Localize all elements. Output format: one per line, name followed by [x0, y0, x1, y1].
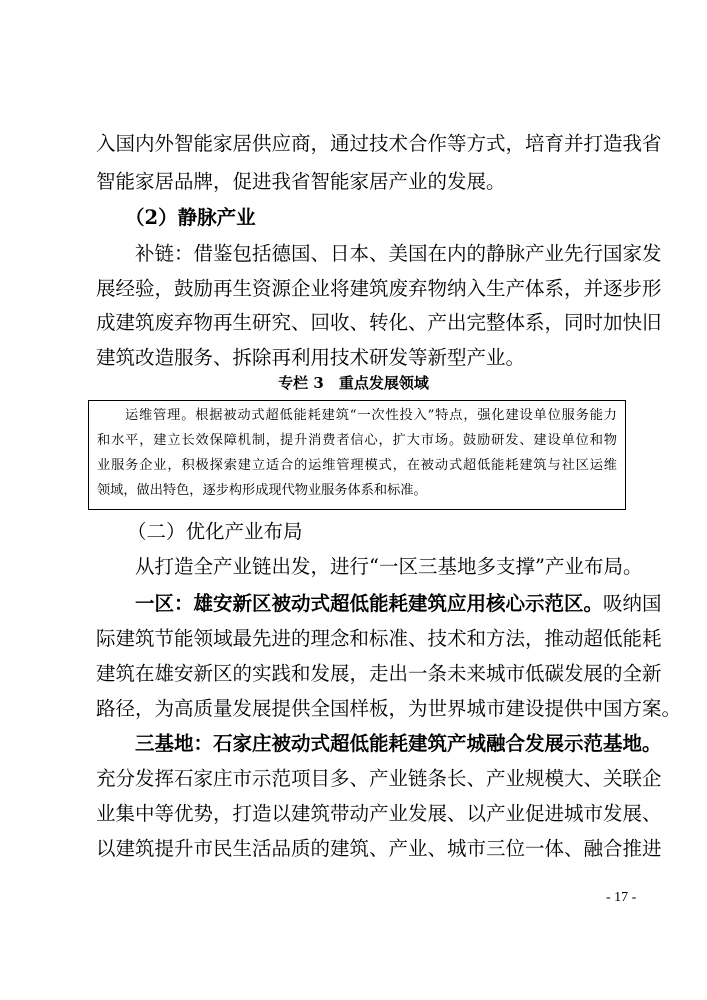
box-line-4: 领域，做出特色，逐步构形成现代物业服务体系和标准。 [97, 483, 427, 498]
box-line-1: 运维管理。根据被动式超低能耗建筑“一次性投入”特点，强化建设单位服务能力 [125, 408, 617, 423]
vein-line-4: 建筑改造服务、拆除再利用技术研发等新型产业。 [96, 346, 526, 369]
page-number: - 17 - [606, 890, 637, 905]
bases-line-1: 充分发挥石家庄市示范项目多、产业链条长、产业规模大、关联企 [96, 767, 662, 790]
zone-line-3: 路径，为高质量发展提供全国样板，为世界城市建设提供中国方案。 [96, 697, 682, 720]
special-box-title: 专栏 3 重点发展领域 [278, 374, 429, 392]
bases-line-3: 以建筑提升市民生活品质的建筑、产业、城市三位一体、融合推进 [96, 837, 662, 860]
intro-line-2: 智能家居品牌，促进我省智能家居产业的发展。 [96, 170, 506, 193]
bases-line-2: 业集中等优势，打造以建筑带动产业发展、以产业促进城市发展、 [96, 802, 662, 825]
section-heading-layout: （二）优化产业布局 [127, 520, 303, 543]
vein-line-2: 展经验，鼓励再生资源企业将建筑废弃物纳入生产体系，并逐步形 [96, 277, 662, 300]
special-box [88, 400, 626, 510]
bases-bold-lead: 三基地：石家庄被动式超低能耗建筑产城融合发展示范基地。 [135, 732, 662, 755]
box-line-2: 和水平，建立长效保障机制，提升消费者信心，扩大市场。鼓励研发、建设单位和物 [97, 433, 617, 448]
box-line-3: 业服务企业，积极探索建立适合的运维管理模式，在被动式超低能耗建筑与社区运维 [97, 458, 617, 473]
section-heading-vein-industry: （2）静脉产业 [125, 206, 256, 229]
layout-intro: 从打造全产业链出发，进行“一区三基地多支撑”产业布局。 [135, 555, 643, 578]
zone-line-1: 际建筑节能领域最先进的理念和标准、技术和方法，推动超低能耗 [96, 627, 662, 650]
vein-line-1: 补链：借鉴包括德国、日本、美国在内的静脉产业先行国家发 [135, 242, 662, 265]
intro-line-1: 入国内外智能家居供应商，通过技术合作等方式，培育并打造我省 [96, 132, 662, 155]
zone-line-2: 建筑在雄安新区的实践和发展，走出一条未来城市低碳发展的全新 [96, 662, 662, 685]
zone-bold-lead: 一区：雄安新区被动式超低能耗建筑应用核心示范区。 [135, 592, 604, 615]
zone-lead-line [135, 587, 662, 621]
vein-line-3: 成建筑废弃物再生研究、回收、转化、产出完整体系，同时加快旧 [96, 311, 662, 334]
zone-lead-tail: 吸纳国 [603, 592, 662, 615]
